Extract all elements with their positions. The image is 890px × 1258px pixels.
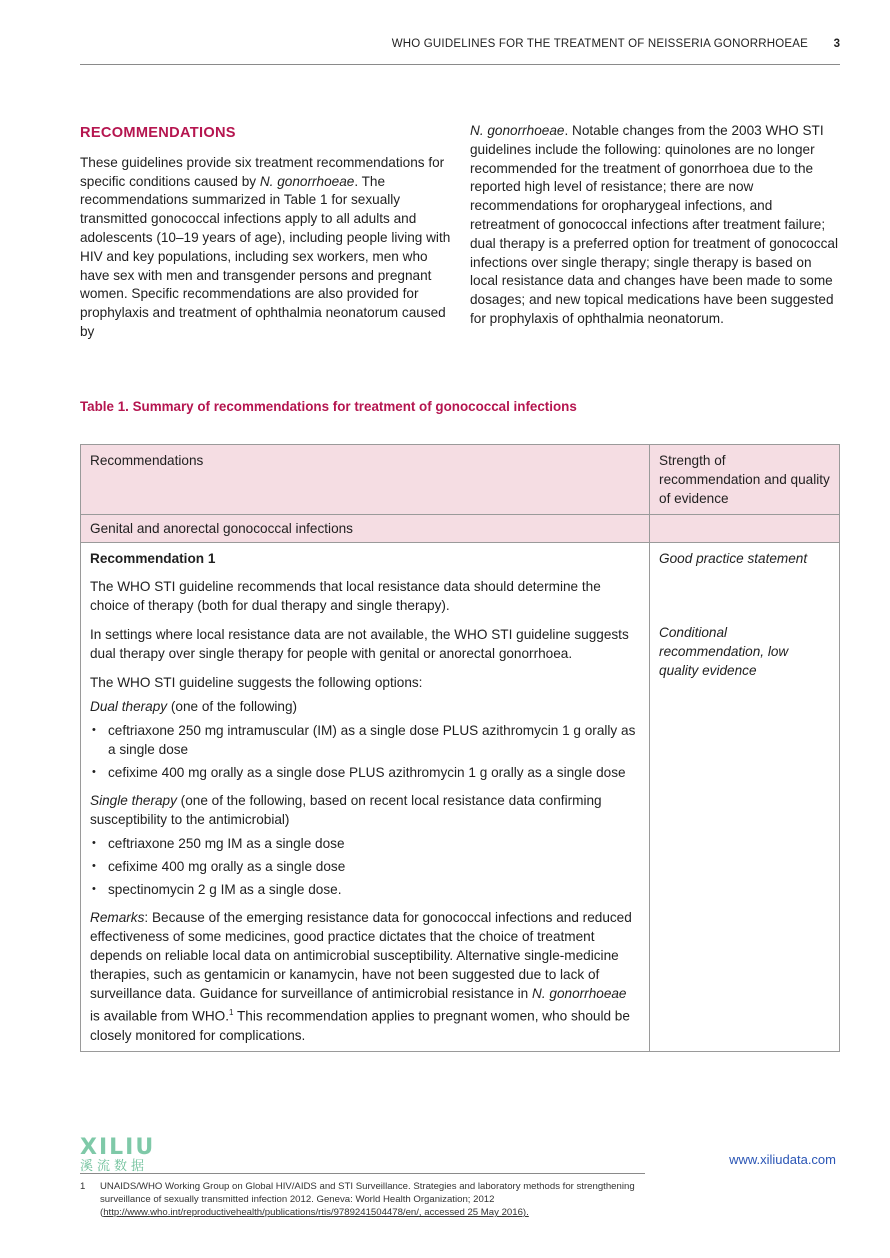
- logo-chinese: 溪流数据: [80, 1158, 149, 1173]
- running-header: [80, 36, 840, 65]
- local-resistance-text: The WHO STI guideline recommends that local resistance data should determine the choice of therapy (both for dual therapy and single therapy).: [90, 579, 601, 613]
- footnote: [80, 1180, 650, 1219]
- website-link[interactable]: www.xiliudata.com: [729, 1152, 836, 1167]
- footnote-text: UNAIDS/WHO Working Group on Global HIV/AIDS and STI Surveillance. Strategies and laboratory methods for strengthening surveillance of sexually transmitted infection 2012. Geneva: World Health Organization; 2012 (: [100, 1181, 635, 1218]
- table-header-row: [81, 445, 840, 515]
- dual-therapy-suggestion: In settings where local resistance data are not available, the WHO STI guideline suggests dual therapy over single therapy for people with genital or anorectal gonorrhoea.: [90, 627, 629, 661]
- footnote-body: [100, 1180, 650, 1219]
- recommendation-cell: [81, 543, 650, 1052]
- header-strength: Strength of recommendation and quality of evidence: [650, 445, 840, 515]
- page-number: 3: [833, 38, 840, 50]
- intro-left-column: [80, 122, 452, 342]
- recommendations-table: [80, 444, 840, 1052]
- intro-paragraph-continued: [470, 122, 840, 329]
- remarks-text: : Because of the emerging resistance data for gonococcal infections and reduced effectiveness of some medicines, good practice dictates that the choice of treatment depends on reliable local data on antimicrobial susceptibility. Alternative single-medicine therapies, such as gentamicin or kanamycin, have not been suggested due to lack of surveillance data. Guidance for surveillance of antimicrobial resistance in: [90, 910, 632, 1001]
- list-item: • ceftriaxone 250 mg intramuscular (IM) as a single dose PLUS azithromycin 1 g orally as a single dose: [90, 721, 640, 759]
- remarks-text: is available from WHO.: [90, 1008, 229, 1024]
- section-blank-cell: [650, 515, 840, 543]
- dual-therapy-list: [90, 721, 640, 782]
- dual-therapy-term: Dual therapy: [90, 699, 168, 714]
- recommendation-title: Recommendation 1: [90, 551, 216, 566]
- single-therapy-note: (one of the following, based on recent local resistance data confirming susceptibility to the antimicrobial): [90, 793, 602, 827]
- running-header-title: WHO GUIDELINES FOR THE TREATMENT OF NEISSERIA GONORRHOEAE: [391, 38, 808, 50]
- single-therapy-list: [90, 834, 640, 899]
- intro-text: These guidelines provide six treatment recommendations for specific conditions caused by: [80, 154, 445, 189]
- table-caption: Table 1. Summary of recommendations for treatment of gonococcal infections: [80, 399, 577, 414]
- remarks-text: This recommendation applies to pregnant women, who should be closely monitored for complications.: [90, 1008, 630, 1043]
- dual-therapy-label: [90, 697, 640, 716]
- list-item: • spectinomycin 2 g IM as a single dose.: [90, 880, 640, 899]
- xiliu-logo: [80, 1135, 180, 1174]
- footnote-divider: [80, 1173, 645, 1174]
- list-item: • ceftriaxone 250 mg IM as a single dose: [90, 834, 640, 853]
- remarks: [90, 908, 640, 1045]
- intro-right-column: [470, 122, 840, 329]
- intro-text: . Notable changes from the 2003 WHO STI guidelines include the following: quinolones are no longer recommended for the treatment of gonorrhoea due to the reported high level of resistance; there are now recommendations for oropharygeal infections, and retreatment of gonococcal infections after treatment failure; dual therapy is a preferred option for treatment of gonococcal infections over single therapy; single therapy is based on local resistance data and changes have been made to some dosages; and new topical medications have been suggested for prophylaxis of ophthalmia neonatorum.: [470, 123, 839, 326]
- logo-wordmark: XILIU: [80, 1135, 156, 1160]
- species-name: N. gonorrhoeae: [532, 986, 627, 1001]
- remarks-label: Remarks: [90, 910, 145, 925]
- species-name: N. gonorrhoeae: [470, 123, 565, 138]
- section-title: Genital and anorectal gonococcal infections: [81, 515, 650, 543]
- strength-good-practice: Good practice statement: [659, 551, 808, 566]
- footnote-reference: 1: [229, 1008, 234, 1017]
- list-item: • cefixime 400 mg orally as a single dose: [90, 857, 640, 876]
- options-intro: The WHO STI guideline suggests the following options:: [90, 675, 423, 690]
- strength-conditional: Conditional recommendation, low quality evidence: [659, 625, 789, 678]
- list-item: • cefixime 400 mg orally as a single dose PLUS azithromycin 1 g orally as a single dose: [90, 763, 640, 782]
- intro-paragraph: [80, 154, 452, 342]
- header-recommendations: Recommendations: [81, 445, 650, 515]
- dual-therapy-note: (one of the following): [167, 699, 298, 714]
- intro-text: . The recommendations summarized in Table 1 for sexually transmitted gonococcal infections apply to all adults and adolescents (10–19 years of age), including people living with HIV and key populations, including sex workers, men who have sex with men and transgender persons and pregnant women. Specific recommendations are also provided for prophylaxis and treatment of ophthalmia neonatorum caused by: [80, 173, 451, 339]
- footnote-number: 1: [80, 1181, 86, 1192]
- footnote-link[interactable]: http://www.who.int/reproductivehealth/publications/rtis/9789241504478/en/, accessed 25 May 2016).: [103, 1207, 529, 1218]
- section-row: [81, 515, 840, 543]
- single-therapy-label: [90, 791, 640, 829]
- recommendation-row: [81, 543, 840, 1052]
- section-heading: RECOMMENDATIONS: [80, 125, 236, 141]
- single-therapy-term: Single therapy: [90, 793, 177, 808]
- species-name: N. gonorrhoeae: [259, 173, 355, 189]
- strength-cell: [650, 543, 840, 1052]
